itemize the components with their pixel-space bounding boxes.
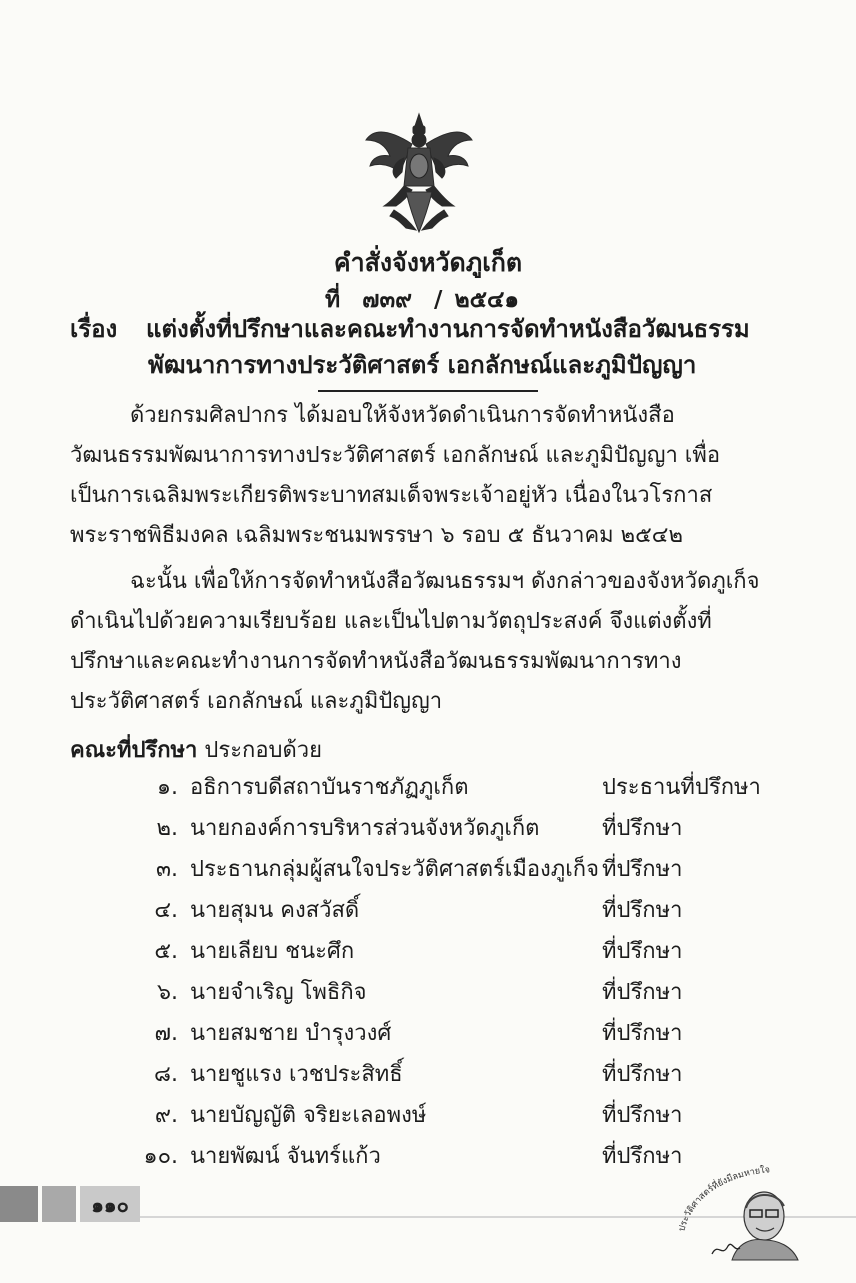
member-role: ที่ปรึกษา (602, 1103, 683, 1128)
body-p2-line4: ประวัติศาสตร์ เอกลักษณ์ และภูมิปัญญา (70, 689, 443, 714)
body-p2-line1: ฉะนั้น เพื่อให้การจัดทำหนังสือวัฒนธรรมฯ ดังกล่าวของจังหวัดภูเก็จ (130, 569, 760, 594)
order-number-separator: / (434, 287, 443, 313)
order-number-label: ที่ (324, 287, 341, 313)
member-row (0, 809, 856, 849)
body-p2-line2: ดำเนินไปด้วยความเรียบร้อย และเป็นไปตามวัตถุประสงค์ จึงแต่งตั้งที่ (70, 609, 712, 634)
subject-underline (318, 390, 538, 392)
member-row (0, 850, 856, 890)
member-number: ๗. (154, 1021, 178, 1046)
council-heading: คณะที่ปรึกษา (70, 738, 198, 763)
body-p1-line4: พระราชพิธีมงคล เฉลิมพระชนมพรรษา ๖ รอบ ๕ ธันวาคม ๒๕๔๒ (70, 523, 683, 548)
member-name: นายสมชาย บำรุงวงศ์ (190, 1021, 392, 1046)
order-number: ๗๓๙ (362, 287, 413, 313)
member-role: ที่ปรึกษา (602, 980, 683, 1005)
subject-line-1 (70, 312, 750, 346)
body-p2-line3: ปรึกษาและคณะทำงานการจัดทำหนังสือวัฒนธรรมพัฒนาการทาง (70, 649, 682, 674)
body-p1-line2: วัฒนธรรมพัฒนาการทางประวัติศาสตร์ เอกลักษณ์ และภูมิปัญญา เพื่อ (70, 443, 721, 468)
member-role: ที่ปรึกษา (602, 898, 683, 923)
subject-label: เรื่อง (70, 315, 118, 343)
member-name: นายพัฒน์ จันทร์แก้ว (190, 1144, 381, 1169)
member-number: ๒. (156, 816, 178, 841)
page-number: ๑๑๐ (91, 1193, 129, 1217)
member-row (0, 973, 856, 1013)
footer-block-mid (42, 1186, 76, 1222)
body-p1-line3: เป็นการเฉลิมพระเกียรติพระบาทสมเด็จพระเจ้าอยู่หัว เนื่องในวโรกาส (70, 483, 713, 508)
member-role: ที่ปรึกษา (602, 939, 683, 964)
member-row (0, 1014, 856, 1054)
member-row (0, 932, 856, 972)
member-row (0, 768, 856, 808)
member-name: นายจำเริญ โพธิกิจ (190, 980, 367, 1005)
member-role: ที่ปรึกษา (602, 857, 683, 882)
member-row (0, 1096, 856, 1136)
portrait-logo-icon (676, 1162, 806, 1262)
member-number: ๓. (155, 857, 178, 882)
member-role: ที่ปรึกษา (602, 816, 683, 841)
member-name: นายสุมน คงสวัสดิ์ (190, 898, 360, 923)
member-role: ที่ปรึกษา (602, 1021, 683, 1046)
member-number: ๔. (154, 898, 178, 923)
member-name: อธิการบดีสถาบันราชภัฏภูเก็ต (190, 775, 469, 800)
member-name: นายเลียบ ชนะศึก (190, 939, 355, 964)
member-name: นายกองค์การบริหารส่วนจังหวัดภูเก็ต (190, 816, 540, 841)
member-number: ๑๐. (143, 1144, 178, 1169)
order-title: คำสั่งจังหวัดภูเก็ต (333, 248, 523, 277)
member-role: ที่ปรึกษา (602, 1062, 683, 1087)
garuda-emblem-icon (360, 110, 478, 235)
subject-text-2: พัฒนาการทางประวัติศาสตร์ เอกลักษณ์และภูมิปัญญา (148, 351, 697, 379)
member-name: นายชูแรง เวชประสิทธิ์ (190, 1062, 403, 1087)
footer-block-dark (0, 1186, 38, 1222)
council-heading-suffix: ประกอบด้วย (204, 738, 323, 763)
subject-text-1: แต่งตั้งที่ปรึกษาและคณะทำงานการจัดทำหนังสือวัฒนธรรม (146, 315, 750, 343)
council-heading-line (70, 734, 322, 768)
member-name: ประธานกลุ่มผู้สนใจประวัติศาสตร์เมืองภูเก็จ (190, 857, 600, 882)
member-role: ประธานที่ปรึกษา (602, 775, 761, 800)
member-number: ๙. (154, 1103, 178, 1128)
member-role: ที่ปรึกษา (602, 1144, 683, 1169)
member-row (0, 1055, 856, 1095)
portrait-caption: ประวัติศาสตร์ที่ยังมีลมหายใจ (677, 1165, 771, 1233)
order-year: ๒๕๔๑ (454, 287, 520, 313)
member-number: ๘. (154, 1062, 178, 1087)
member-row (0, 891, 856, 931)
member-number: ๖. (157, 980, 178, 1005)
member-number: ๑. (157, 775, 178, 800)
body-p1-line1: ด้วยกรมศิลปากร ได้มอบให้จังหวัดดำเนินการจัดทำหนังสือ (130, 403, 675, 428)
member-number: ๕. (154, 939, 178, 964)
member-name: นายบัญญัติ จริยะเลอพงษ์ (190, 1103, 427, 1128)
